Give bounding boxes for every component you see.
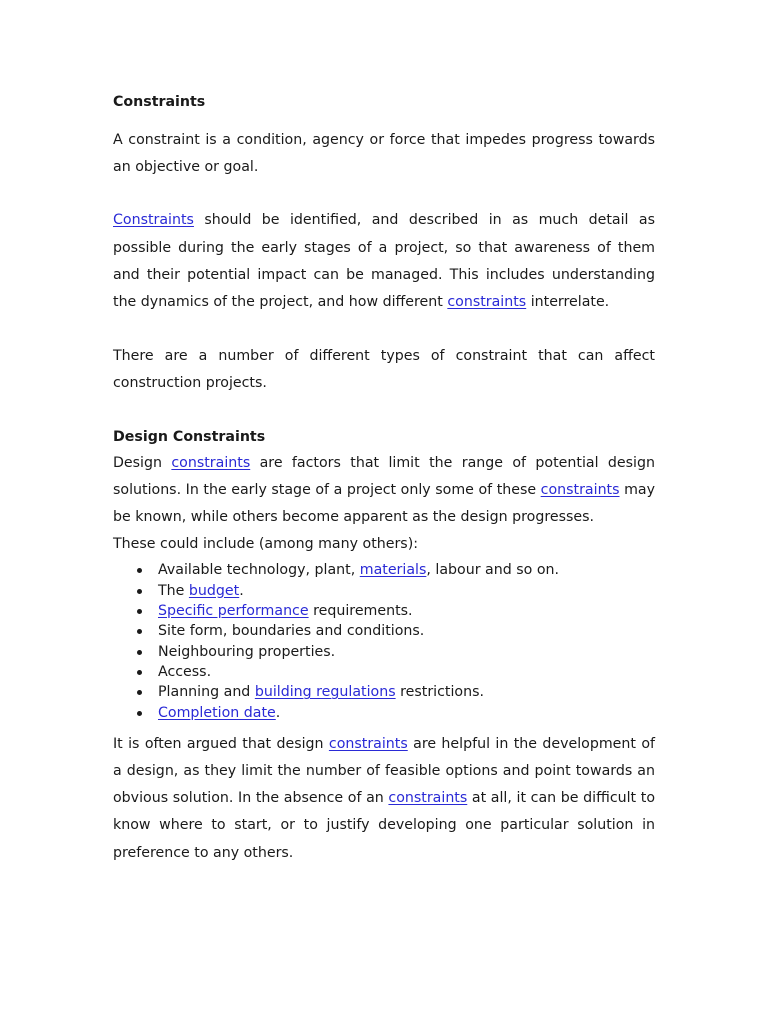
text: are factors that limit the range of potential design solutions. In the early stage of a project only some of these [113, 454, 655, 498]
text: should be identified, and described in as much detail as possible during the early stages of a project, so that awareness of them and their potential impact can be managed. This includes understanding the dynamics of the project, and how different [113, 212, 655, 311]
link-completion-date[interactable]: Completion date [158, 704, 276, 721]
text: . [275, 704, 281, 721]
link-budget[interactable]: budget [188, 582, 240, 599]
link-constraints[interactable]: constraints [171, 454, 251, 471]
constraints-paragraph [113, 207, 655, 316]
list-intro: These could include (among many others): [113, 536, 419, 553]
link-constraints[interactable]: Constraints [113, 212, 194, 229]
link-constraints[interactable]: constraints [447, 294, 527, 311]
link-specific-performance[interactable]: Specific performance [158, 603, 309, 620]
text: restrictions. [395, 684, 484, 701]
text: . [239, 582, 244, 599]
section-heading-design-constraints: Design Constraints [113, 428, 266, 445]
link-constraints[interactable]: constraints [328, 735, 408, 752]
text: The [158, 582, 189, 599]
types-paragraph: There are a number of different types of constraint that can affect construction projects. [113, 348, 655, 392]
text: may be known, while others become apparent as the design progresses. [113, 481, 655, 526]
list-item [158, 581, 655, 601]
list-item: Neighbouring properties. [158, 642, 655, 662]
link-building-regulations[interactable]: building regulations [254, 684, 396, 701]
design-paragraph [113, 450, 655, 532]
page-title: Constraints [113, 94, 206, 110]
list-item [158, 601, 655, 621]
text: requirements. [308, 603, 413, 620]
text: Design [113, 454, 172, 471]
list-item [158, 560, 655, 580]
list-item [158, 703, 655, 723]
list-item: Access. [158, 662, 655, 682]
text: are helpful in the development of a design, as they limit the number of feasible options and point towards an obvious solution. In the absence of an [113, 735, 655, 807]
constraint-list [113, 560, 655, 722]
document-page [113, 92, 655, 867]
design-helpful-paragraph [113, 731, 655, 867]
text: interrelate. [526, 294, 610, 311]
text: at all, it can be difficult to know where to start, or to justify developing one particular solution in preference to any others. [113, 790, 656, 861]
text: Available technology, plant, [158, 562, 360, 579]
text: It is often argued that design [113, 735, 329, 752]
text: Planning and [158, 684, 255, 701]
list-item [158, 682, 655, 702]
list-item: Site form, boundaries and conditions. [158, 621, 655, 641]
intro-paragraph: A constraint is a condition, agency or force that impedes progress towards an objective or goal. [113, 132, 655, 176]
link-constraints[interactable]: constraints [388, 790, 468, 807]
link-constraints[interactable]: constraints [540, 481, 620, 498]
text: , labour and so on. [426, 562, 560, 579]
link-materials[interactable]: materials [359, 562, 427, 579]
